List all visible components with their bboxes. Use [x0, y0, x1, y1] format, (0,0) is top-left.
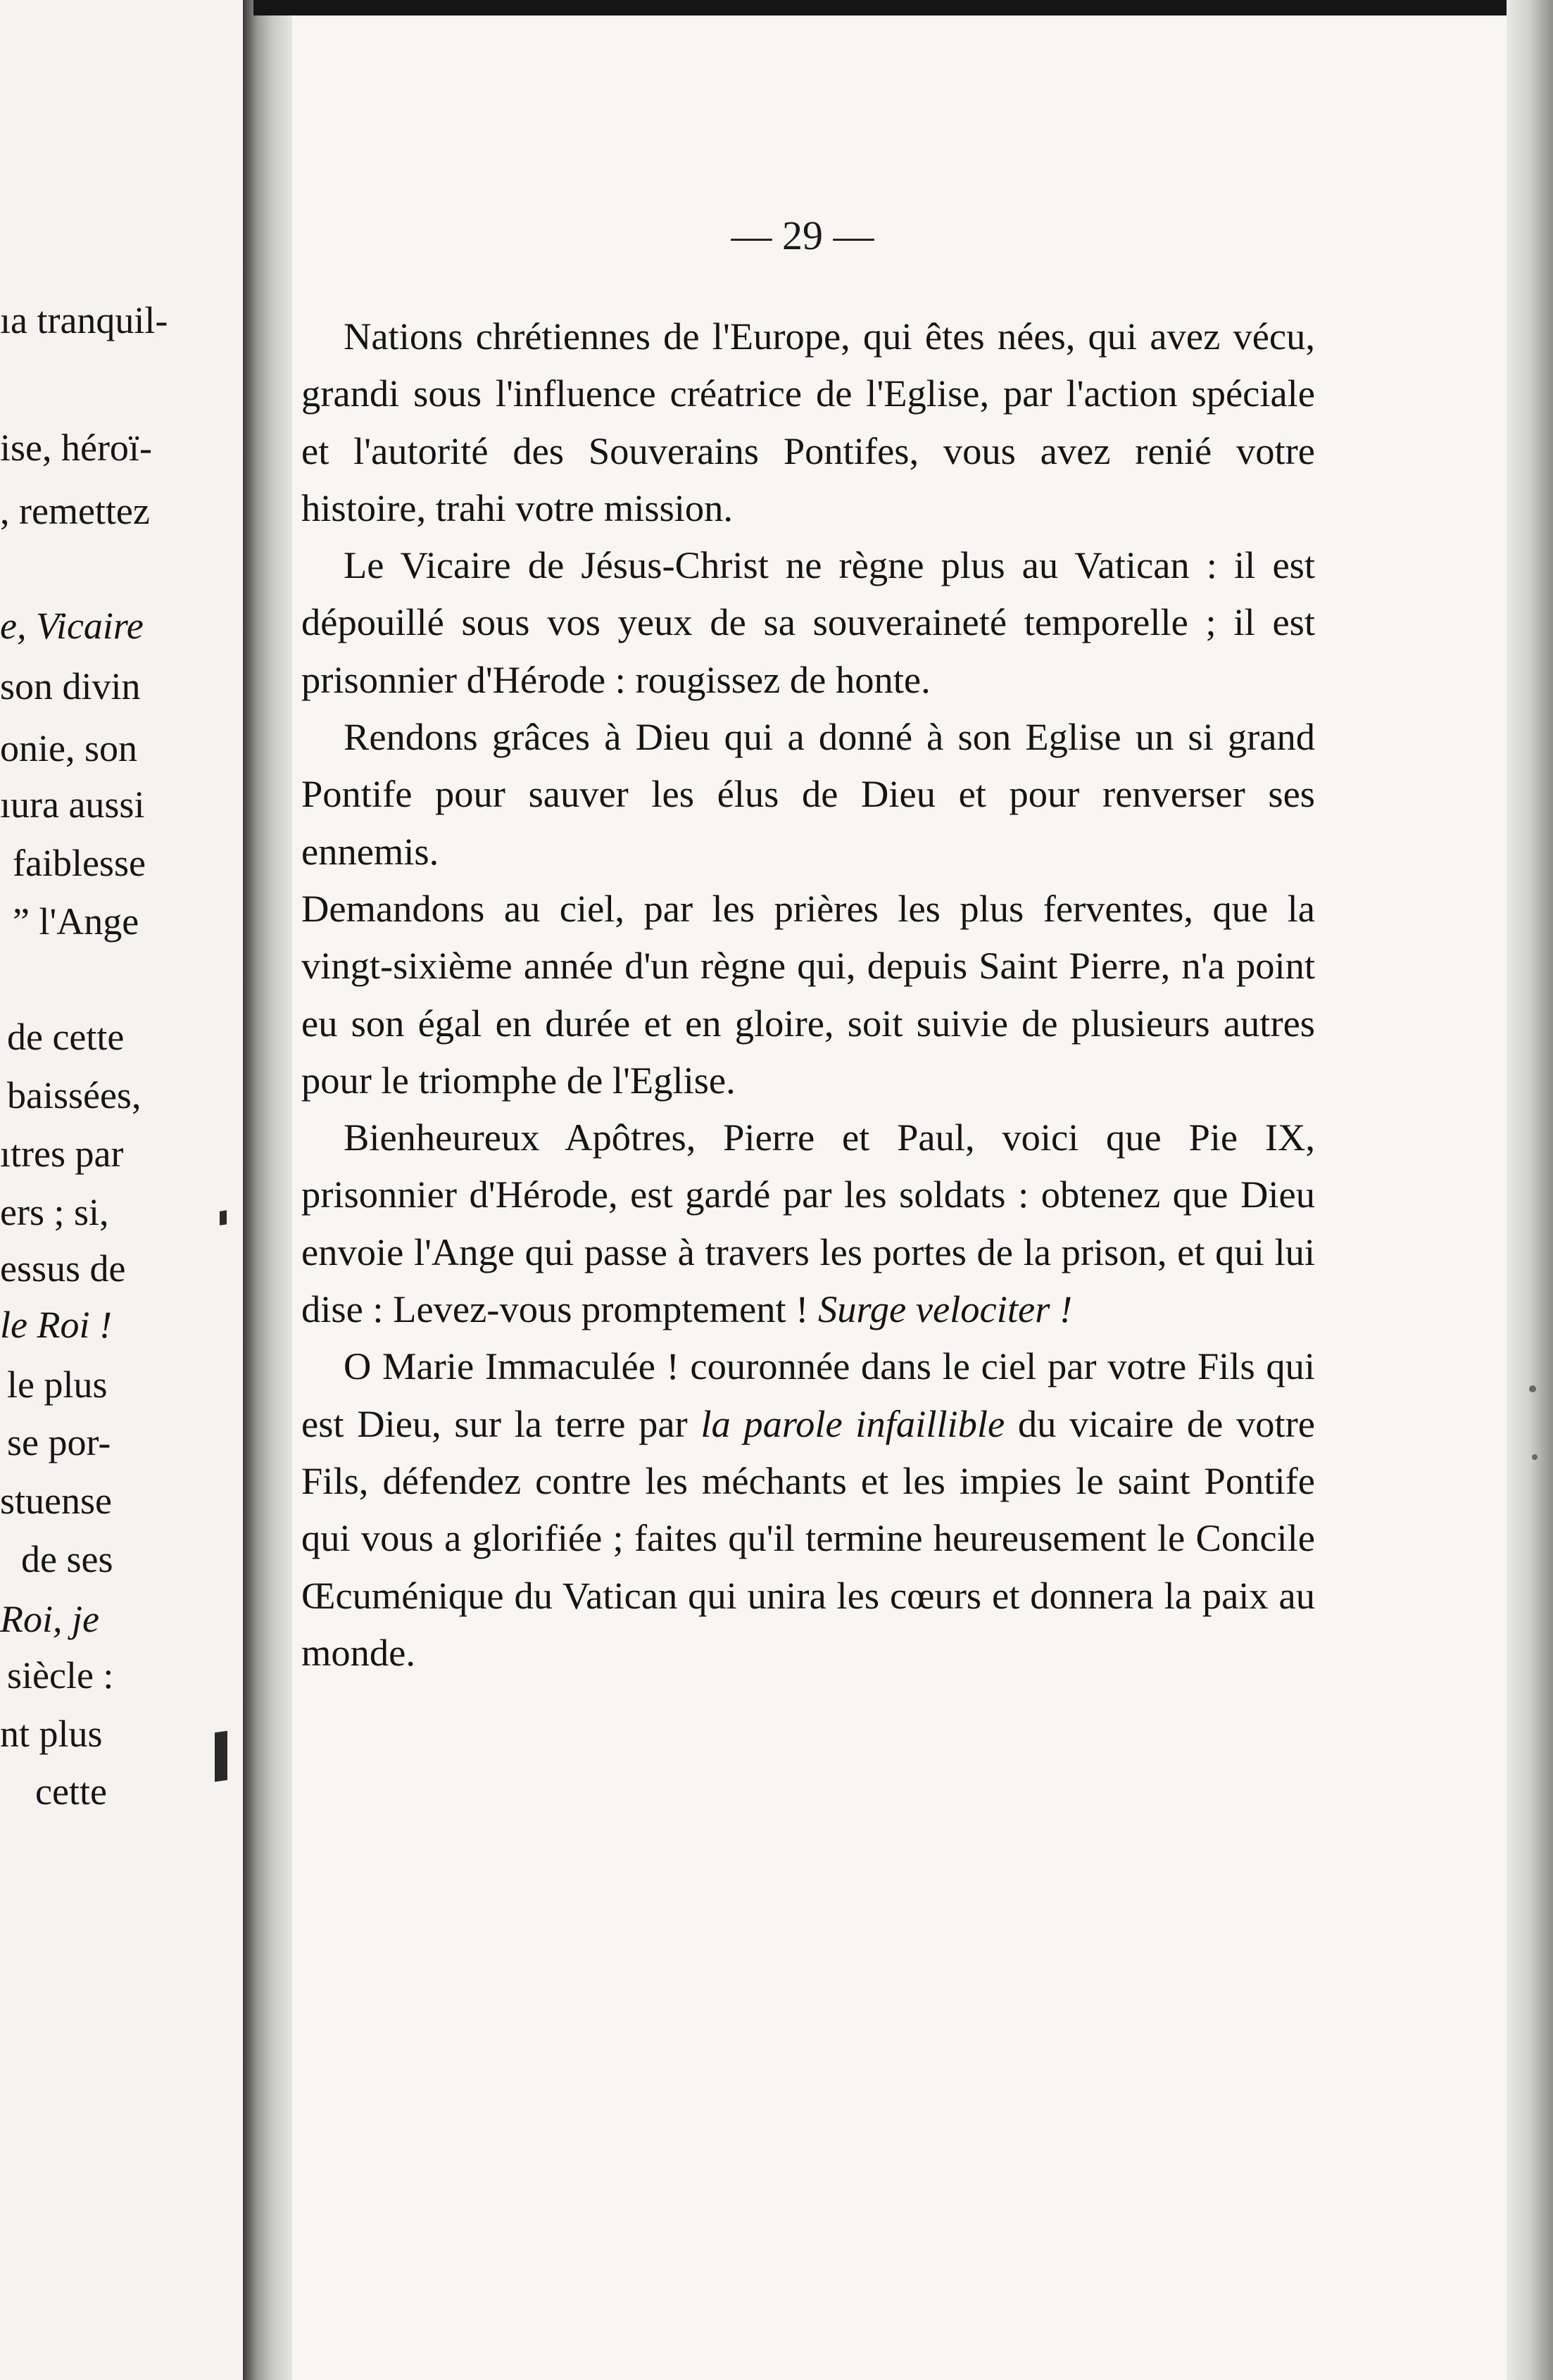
left-page-line: , remettez — [0, 490, 150, 532]
page-body — [301, 308, 1315, 1681]
page-number: — 29 — — [731, 213, 874, 258]
left-page-line: ise, héroï- — [0, 427, 152, 469]
speck — [1529, 1385, 1536, 1392]
page-right-edge — [1507, 0, 1553, 2380]
left-page-line: ıa tranquil- — [0, 299, 168, 341]
page-top-edge — [253, 0, 1553, 15]
left-page-line: e, Vicaire — [0, 605, 144, 647]
left-page-line: de cette — [7, 1016, 125, 1058]
left-page-line: ıtres par — [0, 1133, 124, 1175]
left-page-line: de ses — [21, 1538, 113, 1580]
left-page-line: le plus — [7, 1364, 108, 1406]
left-page-line: nt plus — [0, 1713, 103, 1755]
paragraph-6-text-a: O Marie Immaculée ! couronnée dans le ciel par votre Fils qui est Dieu, sur la terre par — [301, 1345, 1315, 1445]
left-page-line: ıura aussi — [0, 783, 145, 826]
left-page-line: essus de — [0, 1247, 126, 1290]
left-page-line: ” l'Ange — [13, 900, 139, 943]
left-page-line: onie, son — [0, 727, 137, 769]
paragraph-2: Le Vicaire de Jésus-Christ ne règne plus au Vatican : il est dépouillé sous vos yeux de sa souveraineté temporelle ; il est prisonnier d'Hérode : rougissez de honte. — [301, 543, 1315, 701]
paragraph-4: Demandons au ciel, par les prières les plus ferventes, que la vingt-sixième année d'un règne qui, depuis Saint Pierre, n'a point eu son égal en durée et en gloire, soit suivie de plusieurs autres pour le triomphe de l'Eglise. — [301, 886, 1315, 1102]
paragraph-3: Rendons grâces à Dieu qui a donné à son Eglise un si grand Pontife pour sauver les élus de Dieu et pour renverser ses ennemis. — [301, 715, 1315, 873]
left-page-line: Roi, je — [0, 1598, 99, 1640]
book-gutter — [243, 0, 292, 2380]
left-page-line: siècle : — [7, 1654, 114, 1696]
left-page-line: cette — [35, 1770, 107, 1813]
paragraph-5-text: Bienheureux Apôtres, Pierre et Paul, voici que Pie IX, prisonnier d'Hérode, est gardé par les soldats : obtenez que Dieu envoie l'Ange qui passe à travers les portes de la prison, et qui lui dise : Levez-vous promptement ! — [301, 1116, 1315, 1331]
gutter-mark — [220, 1210, 227, 1225]
left-page-line: se por- — [7, 1421, 111, 1463]
paragraph-6 — [301, 1337, 1315, 1681]
left-page-line: faiblesse — [13, 842, 146, 884]
left-page-line: ers ; si, — [0, 1191, 109, 1233]
gutter-mark — [215, 1731, 227, 1782]
left-page-line: son divin — [0, 665, 141, 707]
paragraph-5-italic: Surge velociter ! — [818, 1287, 1073, 1331]
paragraph-6-text-b: du vicaire de votre Fils, défendez contre les méchants et les impies le saint Pontife qui vous a glorifiée ; faites qu'il termine heureusement le Concile Œcuménique du Vatican qui unira les cœurs et donnera la paix au monde. — [301, 1402, 1315, 1674]
left-page-line: stuense — [0, 1480, 112, 1522]
paragraph-1: Nations chrétiennes de l'Europe, qui êtes nées, qui avez vécu, grandi sous l'influence créatrice de l'Eglise, par l'action spéciale et l'autorité des Souverains Pontifes, vous avez renié votre histoire, trahi votre mission. — [301, 315, 1315, 529]
left-page-line: le Roi ! — [0, 1304, 112, 1346]
paragraph-6-italic: la parole infaillible — [700, 1402, 1005, 1445]
left-page-line: baissées, — [7, 1074, 142, 1116]
speck — [1532, 1454, 1538, 1460]
previous-page-fragment — [0, 0, 243, 2380]
paragraph-5 — [301, 1109, 1315, 1337]
